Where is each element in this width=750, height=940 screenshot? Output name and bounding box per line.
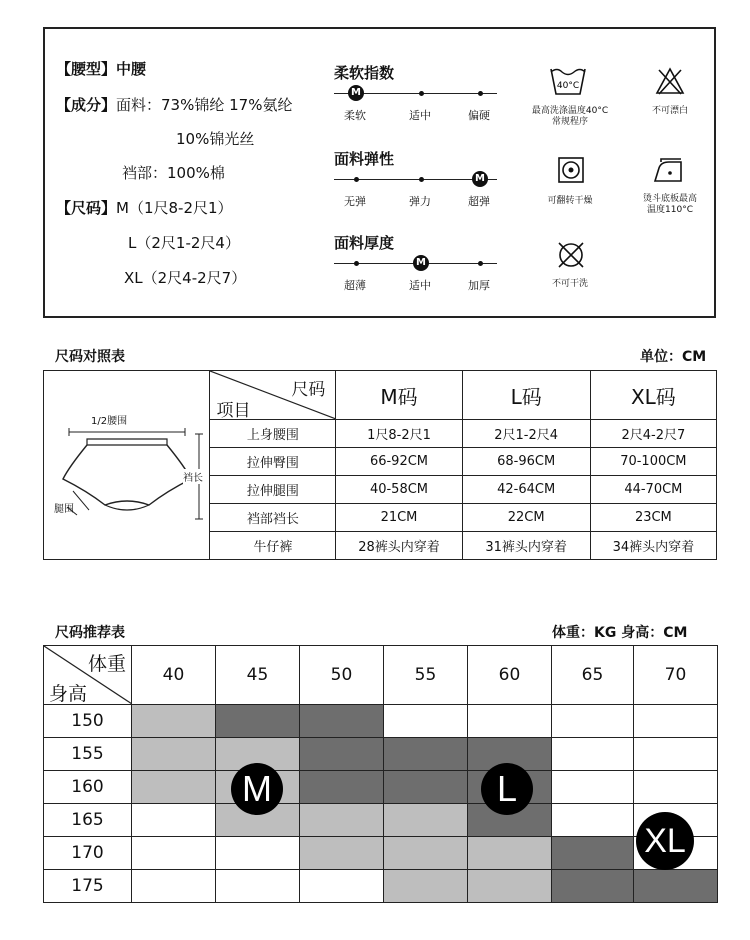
size-chart-title: 尺码对照表 (55, 349, 125, 365)
recommend-corner (44, 646, 132, 705)
composition-fabric-2: 10%锦光丝 (176, 130, 255, 148)
wash-label (520, 106, 620, 128)
half-waist-label: 1/2腰围 (91, 412, 127, 427)
size-chart-corner (210, 371, 336, 420)
height-label: 175 (44, 870, 132, 903)
size-l-badge: L (481, 763, 533, 815)
scale-dot (419, 177, 424, 182)
grid-cell (552, 870, 634, 903)
weight-header: 45 (216, 646, 300, 705)
grid-cell (468, 870, 552, 903)
cell-value: 1尺8-2尺1 (336, 420, 462, 448)
cell-value: 42-64CM (462, 476, 590, 504)
grid-cell (300, 804, 384, 837)
height-label: 170 (44, 837, 132, 870)
height-row (44, 837, 718, 870)
grid-cell (634, 705, 718, 738)
cell-value: 68-96CM (462, 448, 590, 476)
height-row (44, 804, 718, 837)
weight-header: 55 (384, 646, 468, 705)
cell-value: 70-100CM (590, 448, 716, 476)
corner-weight-label: 体重 (87, 653, 126, 675)
grid-cell (132, 705, 216, 738)
scale-selected-badge: M (472, 171, 488, 187)
tumble-dry-icon (557, 156, 585, 184)
height-row (44, 705, 718, 738)
corner-item-label: 项目 (216, 401, 251, 421)
scale-label: 偏硬 (468, 109, 490, 122)
composition-label: 【成分】 (56, 96, 117, 114)
height-row (44, 870, 718, 903)
grid-cell (468, 837, 552, 870)
cell-value: 34裤头内穿着 (590, 532, 716, 560)
weight-header: 70 (634, 646, 718, 705)
grid-cell (634, 738, 718, 771)
grid-cell (216, 870, 300, 903)
iron-icon (651, 156, 689, 184)
wash-40-icon (548, 63, 588, 97)
scale-label: 适中 (409, 279, 431, 292)
weight-header: 50 (300, 646, 384, 705)
column-m: M码 (336, 371, 462, 420)
cell-value: 2尺4-2尺7 (590, 420, 716, 448)
wash-label-line2: 常规程序 (551, 117, 588, 127)
crotch-length-label: 裆长 (183, 469, 203, 484)
recommend-chart-title: 尺码推荐表 (55, 625, 125, 641)
grid-cell (300, 870, 384, 903)
grid-cell (384, 771, 468, 804)
weight-header: 60 (468, 646, 552, 705)
size-chart-table (43, 370, 717, 560)
waist-type-label: 【腰型】 (56, 60, 117, 78)
size-m-badge: M (231, 763, 283, 815)
cell-value: 66-92CM (336, 448, 462, 476)
grid-cell (552, 771, 634, 804)
waist-type-value: 中腰 (116, 60, 147, 78)
height-row (44, 738, 718, 771)
height-label: 165 (44, 804, 132, 837)
corner-height-label: 身高 (49, 683, 88, 705)
scale-label: 适中 (409, 109, 431, 122)
wash-temp-text: 40°C (556, 81, 580, 91)
scale-label: 无弹 (344, 195, 366, 208)
no-bleach-label: 不可漂白 (651, 106, 688, 116)
column-l: L码 (462, 371, 590, 420)
grid-cell (132, 804, 216, 837)
weight-header: 40 (132, 646, 216, 705)
grid-cell (300, 771, 384, 804)
scale-label: 柔软 (344, 109, 366, 122)
height-label: 150 (44, 705, 132, 738)
grid-cell (300, 738, 384, 771)
height-row (44, 771, 718, 804)
weight-header: 65 (552, 646, 634, 705)
composition-fabric: 面料：73%锦纶 17%氨纶 (116, 96, 293, 114)
no-dryclean-label: 不可干洗 (551, 279, 588, 289)
crotch-composition: 裆部：100%棉 (122, 164, 225, 182)
grid-cell (132, 837, 216, 870)
cell-value: 2尺1-2尺4 (462, 420, 590, 448)
scale-dot (478, 261, 483, 266)
no-bleach-icon (655, 66, 685, 96)
size-chart-unit: 单位：CM (640, 349, 707, 365)
iron-label (630, 194, 710, 216)
row-label-leg: 拉伸腿围 (210, 476, 336, 504)
scale-dot (478, 91, 483, 96)
grid-cell (384, 705, 468, 738)
grid-cell (384, 837, 468, 870)
size-label: 【尺码】 (56, 199, 117, 217)
row-label-jeans: 牛仔裤 (210, 532, 336, 560)
grid-cell (132, 771, 216, 804)
cell-value: 40-58CM (336, 476, 462, 504)
scale-label: 加厚 (468, 279, 490, 292)
grid-cell (634, 870, 718, 903)
scale-selected-badge: M (348, 85, 364, 101)
grid-cell (216, 705, 300, 738)
cell-value: 22CM (462, 504, 590, 532)
scale-dot (354, 261, 359, 266)
row-label-hip: 拉伸臀围 (210, 448, 336, 476)
diagram-cell (44, 371, 210, 560)
height-label: 155 (44, 738, 132, 771)
grid-cell (384, 870, 468, 903)
grid-cell (216, 837, 300, 870)
size-l-spec: L（2尺1-2尺4） (128, 234, 240, 252)
size-m-value: M（1尺8-2尺1） (116, 199, 233, 217)
scale-dot (354, 177, 359, 182)
row-label-waist: 上身腰围 (210, 420, 336, 448)
recommend-chart-table (43, 645, 718, 903)
size-xl-spec: XL（2尺4-2尺7） (124, 269, 247, 287)
cell-value: 23CM (590, 504, 716, 532)
scale-label: 超弹 (468, 195, 490, 208)
grid-cell (468, 705, 552, 738)
column-xl: XL码 (590, 371, 716, 420)
scale-title: 面料厚度 (334, 234, 395, 252)
grid-cell (634, 771, 718, 804)
scale-dot (419, 91, 424, 96)
size-m-spec (56, 197, 233, 218)
recommend-chart-unit: 体重：KG 身高：CM (552, 625, 688, 641)
recommend-header-row (44, 646, 718, 705)
grid-cell (552, 738, 634, 771)
grid-cell (384, 804, 468, 837)
grid-cell (300, 705, 384, 738)
no-dryclean-icon (556, 240, 586, 270)
wash-label-line1: 最高洗涤温度40°C (531, 106, 609, 116)
composition (56, 94, 292, 115)
iron-label-line2: 温度110°C (647, 205, 693, 215)
grid-cell (384, 738, 468, 771)
grid-cell (300, 837, 384, 870)
row-label-crotch: 裆部裆长 (210, 504, 336, 532)
cell-value: 21CM (336, 504, 462, 532)
scale-label: 超薄 (344, 279, 366, 292)
leg-label: 腿围 (54, 504, 74, 515)
corner-size-label: 尺码 (291, 380, 326, 400)
scale-selected-badge: M (413, 255, 429, 271)
size-xl-badge: XL (636, 812, 694, 870)
grid-cell (132, 738, 216, 771)
grid-cell (552, 804, 634, 837)
height-label: 160 (44, 771, 132, 804)
grid-cell (132, 870, 216, 903)
cell-value: 31裤头内穿着 (462, 532, 590, 560)
tumble-dry-label: 可翻转干燥 (547, 196, 593, 206)
scale-title: 柔软指数 (334, 64, 395, 82)
size-chart-header-row (44, 371, 717, 420)
grid-cell (552, 837, 634, 870)
iron-label-line1: 烫斗底板最高 (642, 194, 697, 204)
grid-cell (552, 705, 634, 738)
waist-type (56, 58, 146, 79)
scale-title: 面料弹性 (334, 150, 395, 168)
cell-value: 44-70CM (590, 476, 716, 504)
scale-label: 弹力 (409, 195, 431, 208)
cell-value: 28裤头内穿着 (336, 532, 462, 560)
